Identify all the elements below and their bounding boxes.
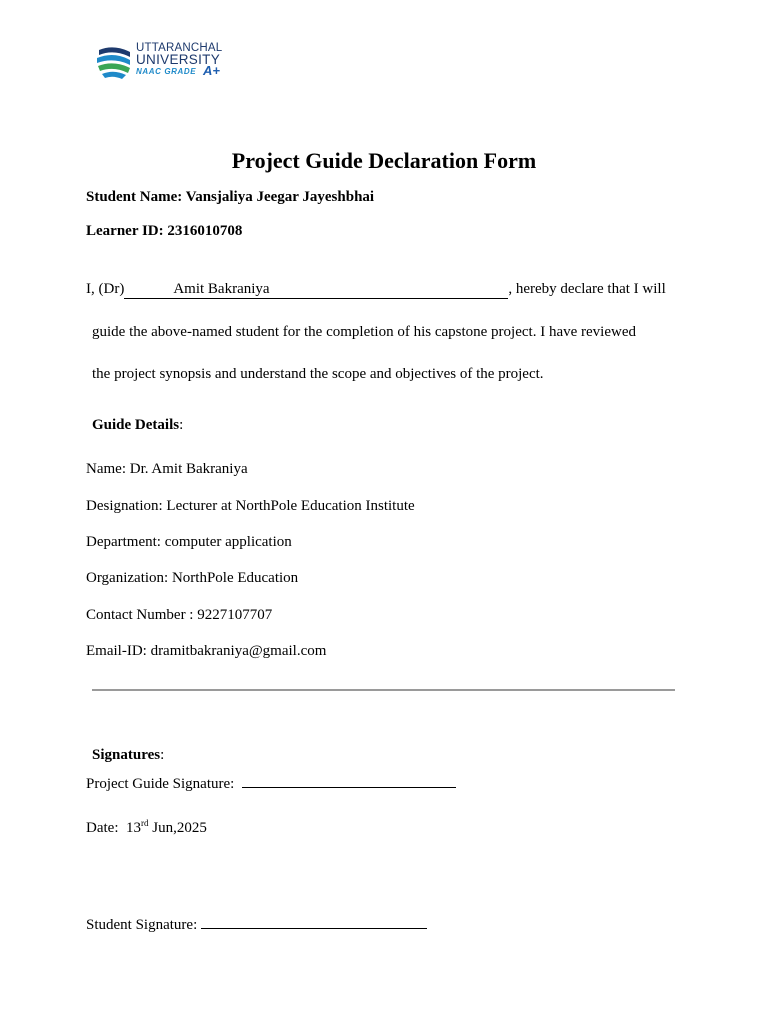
logo-grade-text: A+ [203, 63, 220, 78]
signatures-colon: : [160, 747, 165, 763]
date-row [86, 820, 207, 837]
guide-details-heading [92, 417, 183, 434]
date-rest: Jun,2025 [148, 820, 207, 836]
declaration-line-1 [86, 281, 666, 299]
student-name-label: Student Name: [86, 189, 183, 205]
guide-details-heading-text: Guide Details [92, 417, 180, 433]
guide-name-blank: Amit Bakraniya [124, 281, 508, 299]
declaration-line-2: guide the above-named student for the completion of his capstone project. I have reviewed [92, 324, 636, 340]
learner-id-label: Learner ID: [86, 223, 164, 239]
guide-signature-line[interactable] [242, 773, 456, 788]
student-signature-row [86, 914, 427, 934]
logo-name-line2: UNIVERSITY [136, 52, 221, 67]
page-title: Project Guide Declaration Form [231, 148, 537, 173]
guide-contact-number: Contact Number : 9227107707 [86, 607, 273, 623]
learner-id-row [86, 223, 242, 240]
signatures-heading [92, 747, 164, 764]
declaration-suffix: , hereby declare that I will [508, 281, 666, 297]
guide-name: Name: Dr. Amit Bakraniya [86, 461, 248, 477]
guide-details-colon: : [179, 417, 184, 433]
learner-id-value: 2316010708 [167, 223, 243, 239]
guide-organization: Organization: NorthPole Education [86, 570, 299, 586]
guide-signature-label: Project Guide Signature: [86, 776, 235, 792]
guide-email: Email-ID: dramitbakraniya@gmail.com [86, 643, 327, 659]
student-signature-line[interactable] [201, 914, 427, 929]
guide-department: Department: computer application [86, 534, 292, 550]
guide-designation: Designation: Lecturer at NorthPole Education Institute [86, 498, 415, 514]
date-label: Date: [86, 820, 119, 836]
date-ordinal-suffix: rd [140, 818, 149, 828]
logo-emblem-icon [96, 44, 132, 80]
guide-signature-row [86, 773, 456, 793]
declaration-prefix: I, (Dr) [86, 281, 125, 297]
date-day: 13 [125, 820, 141, 836]
student-name-value: Vansjaliya Jeegar Jayeshbhai [185, 189, 375, 205]
student-signature-label: Student Signature: [86, 917, 198, 933]
logo-naac-text: NAAC GRADE [136, 67, 197, 76]
logo-name-line1: UTTARANCHAL [136, 42, 223, 54]
section-divider [92, 689, 675, 691]
student-name-row [86, 189, 374, 206]
signatures-heading-text: Signatures [92, 747, 161, 763]
university-logo [96, 42, 228, 82]
declaration-line-3: the project synopsis and understand the scope and objectives of the project. [92, 366, 544, 382]
